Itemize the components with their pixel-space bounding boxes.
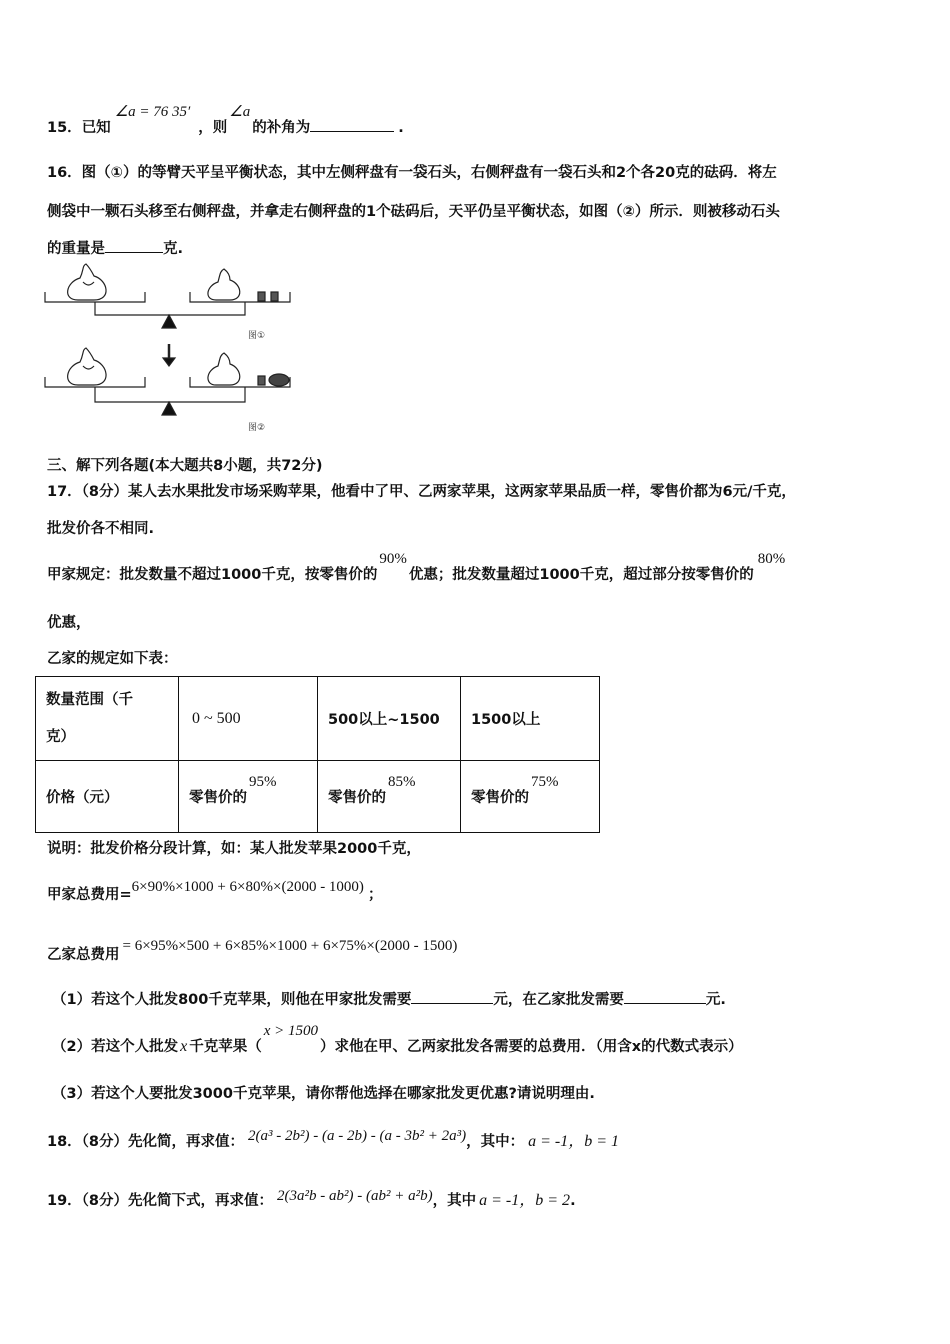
stone-bag-left-1: [68, 264, 106, 300]
question-16-line-2: 侧袋中一颗石头移至右侧秤盘，并拿走右侧秤盘的1个砝码后，天平仍呈平衡状态，如图（②）所示．则被移动石头: [47, 204, 780, 220]
fulcrum-1: [162, 315, 176, 328]
answer-blank[interactable]: [310, 119, 394, 132]
stone-bag-right-2: [208, 353, 240, 385]
yi-intro: 乙家的规定如下表：: [47, 651, 178, 667]
beam-2: [95, 387, 245, 402]
answer-blank[interactable]: [411, 991, 493, 1004]
figure-1-label: 图①: [248, 331, 266, 341]
question-17-sub-2: （2）若这个人批发 x 千克苹果（x > 1500）求他在甲、乙两家批发各需要的总费用．（用含x的代数式表示）: [52, 1023, 743, 1055]
question-17-line-2: 批发价各不相同.: [47, 521, 155, 537]
jia-rule: 甲家规定：批发数量不超过1000千克，按零售价的90%优惠；批发数量超过1000千克，超过部分按零售价的80%: [47, 551, 786, 583]
table-cell: 1500以上: [461, 677, 600, 761]
section-3-title: 三、解下列各题(本大题共8小题，共72分): [47, 458, 323, 474]
question-18: 18．（8分）先化简，再求值： 2(a³ - 2b²) - (a - 2b) - (a - 3b² + 2a³)，其中： a = -1，b = 1: [47, 1128, 620, 1150]
question-19: 19．（8分）先化简下式，再求值： 2(3a²b - ab²) - (ab² + a²b)，其中 a = -1，b = 2.: [47, 1188, 576, 1209]
yi-total: 乙家总费用= 6×95%×500 + 6×85%×1000 + 6×75%×(2000 - 1500): [47, 938, 458, 963]
weight-2: [271, 292, 278, 301]
figure-1: [45, 264, 290, 315]
jia-total: 甲家总费用=6×90%×1000 + 6×80%×(2000 - 1000) ；: [47, 879, 383, 903]
table-cell: 500以上~1500: [318, 677, 461, 761]
table-cell: 数量范围（千 克）: [36, 677, 179, 761]
table-cell: 价格（元）: [36, 761, 179, 833]
table-cell: 零售价的75%: [461, 761, 600, 833]
answer-blank[interactable]: [624, 991, 706, 1004]
stone-bag-right-1: [208, 269, 240, 300]
figure-2: [45, 348, 290, 402]
fulcrum-2: [162, 402, 176, 415]
stone-bag-left-2: [68, 348, 106, 385]
table-cell: 零售价的85%: [318, 761, 461, 833]
angle-expression: ∠a = 76 35′: [114, 104, 191, 120]
answer-blank[interactable]: [105, 240, 163, 253]
balance-scale-figure: [40, 262, 310, 442]
table-row: [36, 761, 600, 833]
table-row: [36, 677, 600, 761]
moved-stone: [269, 374, 289, 386]
question-16-line-1: 16．图（①）的等臂天平呈平衡状态，其中左侧秤盘有一袋石头，右侧秤盘有一袋石头和2个各20克的砝码．将左: [47, 165, 777, 181]
angle-symbol: ∠a: [229, 104, 251, 120]
jia-rule-end: 优惠，: [47, 615, 91, 631]
table-cell: 0 ~ 500: [179, 677, 318, 761]
question-16-line-3: 的重量是 克.: [47, 241, 184, 257]
table-cell: 零售价的95%: [179, 761, 318, 833]
weight-3: [258, 376, 265, 385]
question-17-line-1: 17．（8分）某人去水果批发市场采购苹果，他看中了甲、乙两家苹果，这两家苹果品质一样，零售价都为6元/千克，: [47, 484, 796, 500]
figure-2-label: 图②: [248, 423, 266, 433]
weight-1: [258, 292, 265, 301]
question-17-sub-3: （3）若这个人要批发3000千克苹果，请你帮他选择在哪家批发更优惠?请说明理由.: [52, 1086, 595, 1102]
question-15: 15．已知∠a = 76 35′，则∠a的补角为 .: [47, 104, 404, 136]
note: 说明：批发价格分段计算，如：某人批发苹果2000千克，: [47, 841, 421, 857]
yi-price-table: [35, 676, 600, 833]
beam-1: [95, 302, 245, 315]
question-17-sub-1: （1）若这个人批发800千克苹果，则他在甲家批发需要 元，在乙家批发需要 元.: [52, 992, 726, 1008]
